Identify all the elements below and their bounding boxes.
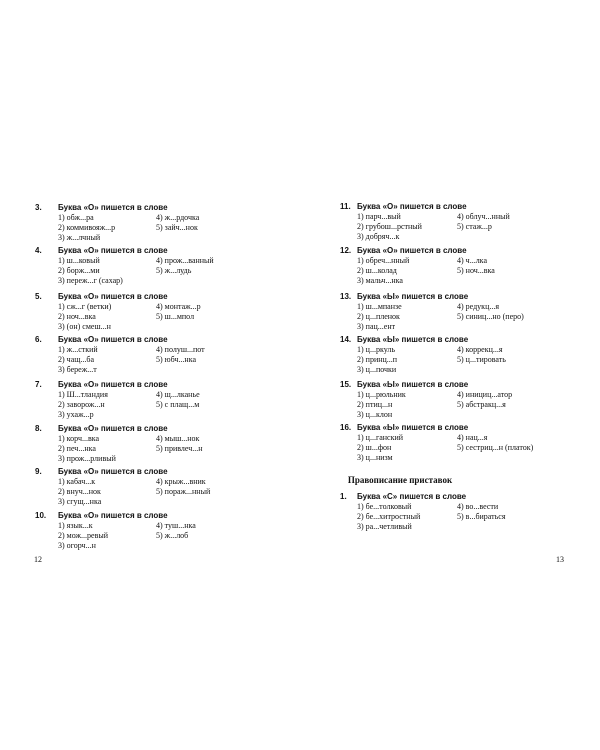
option-2: 2) коммивояж...р <box>58 223 116 232</box>
option-5: 5) абстракц...я <box>457 400 506 409</box>
option-1: 1) ж...сткий <box>58 345 98 354</box>
option-3: 3) пац...ент <box>357 322 396 331</box>
task-number: 5. <box>35 292 42 301</box>
task-number: 3. <box>35 203 42 212</box>
task-number: 16. <box>340 423 352 432</box>
option-1: 1) язык...к <box>58 521 93 530</box>
option-5: 5) пораж...нный <box>156 487 211 496</box>
option-2: 2) чащ...ба <box>58 355 95 364</box>
option-3: 3) (он) смеш...н <box>58 322 111 331</box>
option-2: 2) ш...фон <box>357 443 392 452</box>
option-4: 4) облуч...нный <box>457 212 510 221</box>
task-prompt: Буква «О» пишется в слове <box>58 246 168 255</box>
task-number: 1. <box>340 492 347 501</box>
option-1: 1) ц...рюльник <box>357 390 406 399</box>
option-4: 4) монтаж...р <box>156 302 201 311</box>
option-1: 1) ш...мпанзе <box>357 302 402 311</box>
option-1: 1) Ш...тландия <box>58 390 108 399</box>
option-2: 2) грубош...рстный <box>357 222 422 231</box>
option-3: 3) ра...четливый <box>357 522 412 531</box>
option-4: 4) редукц...я <box>457 302 500 311</box>
option-2: 2) борж...ми <box>58 266 100 275</box>
option-3: 3) ц...почки <box>357 365 397 374</box>
option-3: 3) прож...рливый <box>58 454 116 463</box>
page-number-left: 12 <box>34 555 42 564</box>
option-5: 5) в...бираться <box>457 512 506 521</box>
option-1: 1) обж...ра <box>58 213 94 222</box>
option-1: 1) корч...вка <box>58 434 100 443</box>
option-1: 1) ц...ркуль <box>357 345 396 354</box>
option-5: 5) зайч...нок <box>156 223 198 232</box>
option-4: 4) щ...лканье <box>156 390 200 399</box>
option-2: 2) птиц...н <box>357 400 393 409</box>
option-1: 1) бе...толковый <box>357 502 412 511</box>
option-1: 1) ш...ковый <box>58 256 100 265</box>
option-1: 1) ц...ганский <box>357 433 404 442</box>
task-number: 7. <box>35 380 42 389</box>
task-prompt: Буква «Ы» пишется в слове <box>357 380 469 389</box>
option-3: 3) ц...клон <box>357 410 393 419</box>
task-number: 10. <box>35 511 47 520</box>
option-2: 2) ноч...вка <box>58 312 96 321</box>
option-3: 3) ухаж...р <box>58 410 94 419</box>
option-2: 2) печ...нка <box>58 444 96 453</box>
option-5: 5) ш...мпол <box>156 312 195 321</box>
option-4: 4) крыж...вник <box>156 477 206 486</box>
option-4: 4) ч...лка <box>457 256 487 265</box>
option-2: 2) мож...ревый <box>58 531 109 540</box>
option-3: 3) добряч...к <box>357 232 400 241</box>
option-4: 4) нац...я <box>457 433 488 442</box>
option-3: 3) ц...низм <box>357 453 393 462</box>
task-number: 6. <box>35 335 42 344</box>
option-3: 3) мальч...нка <box>357 276 403 285</box>
option-3: 3) береж...т <box>58 365 97 374</box>
option-2: 2) ц...пленок <box>357 312 400 321</box>
option-4: 4) коррекц...я <box>457 345 503 354</box>
task-prompt: Буква «Ы» пишется в слове <box>357 292 469 301</box>
task-number: 8. <box>35 424 42 433</box>
task-number: 13. <box>340 292 352 301</box>
option-1: 1) кабач...к <box>58 477 96 486</box>
option-5: 5) синиц...но (перо) <box>457 312 524 321</box>
option-2: 2) бе...хитростный <box>357 512 421 521</box>
task-prompt: Буква «О» пишется в слове <box>357 202 467 211</box>
section-title: Правописание приставок <box>347 475 453 485</box>
task-prompt: Буква «Ы» пишется в слове <box>357 335 469 344</box>
option-4: 4) полуш...пот <box>156 345 205 354</box>
task-number: 15. <box>340 380 352 389</box>
task-prompt: Буква «О» пишется в слове <box>58 292 168 301</box>
option-1: 1) обреч...нный <box>357 256 410 265</box>
option-3: 3) ж...лчный <box>58 233 101 242</box>
task-prompt: Буква «О» пишется в слове <box>58 380 168 389</box>
task-number: 14. <box>340 335 352 344</box>
option-5: 5) стаж...р <box>457 222 492 231</box>
option-5: 5) юбч...нка <box>156 355 197 364</box>
task-number: 4. <box>35 246 42 255</box>
option-4: 4) инициц...атор <box>457 390 513 399</box>
option-5: 5) привлеч...н <box>156 444 203 453</box>
task-prompt: Буква «О» пишется в слове <box>58 335 168 344</box>
option-3: 3) огорч...н <box>58 541 96 550</box>
option-3: 3) переж...г (сахар) <box>58 276 123 285</box>
task-prompt: Буква «О» пишется в слове <box>58 424 168 433</box>
task-prompt: Буква «О» пишется в слове <box>58 203 168 212</box>
page-number-right: 13 <box>556 555 564 564</box>
option-5: 5) сестриц...н (платок) <box>457 443 534 452</box>
option-1: 1) парч...вый <box>357 212 401 221</box>
task-prompt: Буква «Ы» пишется в слове <box>357 423 469 432</box>
task-prompt: Буква «С» пишется в слове <box>357 492 467 501</box>
option-4: 4) мыш...нок <box>156 434 200 443</box>
option-4: 4) прож...ванный <box>156 256 214 265</box>
task-number: 11. <box>340 202 351 211</box>
task-prompt: Буква «О» пишется в слове <box>58 511 168 520</box>
option-4: 4) ж...рдочка <box>156 213 200 222</box>
option-2: 2) принц...п <box>357 355 398 364</box>
task-prompt: Буква «О» пишется в слове <box>357 246 467 255</box>
option-5: 5) ж...лудь <box>156 266 192 275</box>
option-3: 3) сгущ...нка <box>58 497 102 506</box>
task-number: 12. <box>340 246 352 255</box>
task-prompt: Буква «О» пишется в слове <box>58 467 168 476</box>
option-2: 2) внуч...нок <box>58 487 101 496</box>
option-5: 5) ноч...вка <box>457 266 495 275</box>
option-4: 4) туш...нка <box>156 521 196 530</box>
task-number: 9. <box>35 467 42 476</box>
option-5: 5) с плащ...м <box>156 400 200 409</box>
option-4: 4) во...вести <box>457 502 499 511</box>
option-5: 5) ц...тировать <box>457 355 506 364</box>
option-2: 2) ш...колад <box>357 266 397 275</box>
option-1: 1) сж...г (ветки) <box>58 302 112 311</box>
option-5: 5) ж...лоб <box>156 531 189 540</box>
option-2: 2) заворож...н <box>58 400 105 409</box>
